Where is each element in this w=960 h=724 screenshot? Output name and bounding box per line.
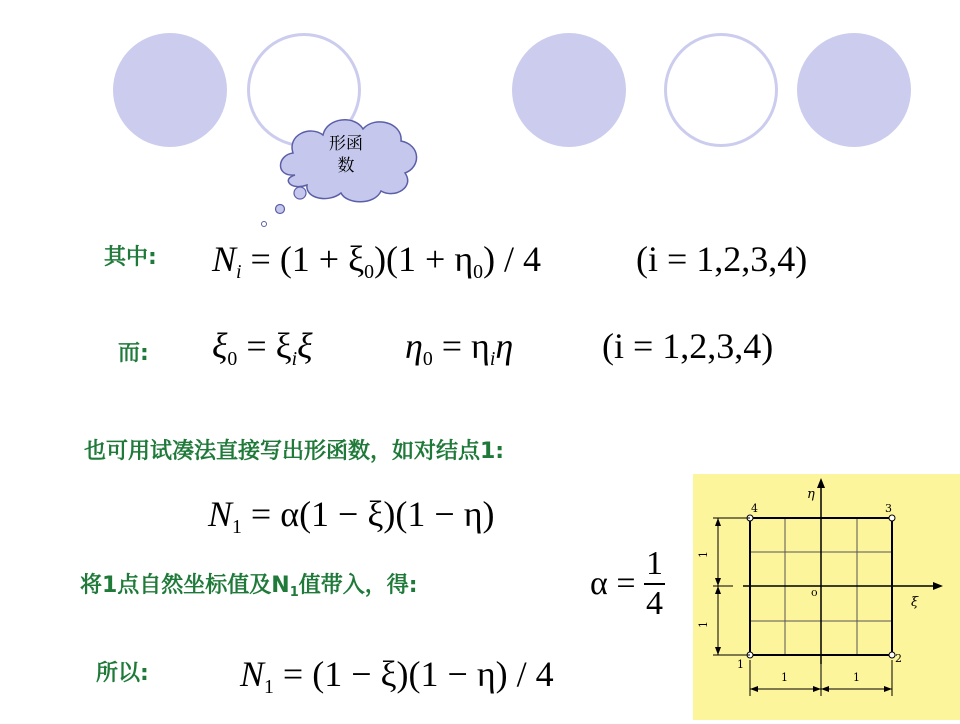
- eq5-rhs: = (1 − ξ)(1 − η) / 4: [282, 654, 554, 694]
- cloud-line-2: 数: [337, 156, 355, 176]
- element-figure: [693, 474, 960, 720]
- equation-alpha: [590, 545, 665, 623]
- label-qizhong: 其中:: [104, 245, 157, 270]
- cloud-text: [316, 133, 376, 177]
- label-jiang-post: 值带入，得:: [298, 573, 418, 598]
- eq1-eta-sub: 0: [473, 260, 484, 283]
- eq5-lhs-sub: 1: [264, 675, 274, 698]
- label-jiang-pre: 将1点自然坐标值及N: [80, 573, 290, 598]
- eq2-xi0-sub: 0: [227, 347, 238, 370]
- equation-n1-final: [240, 653, 554, 699]
- eq2-xi-tail: ξ: [297, 326, 313, 366]
- label-jiang-sub: 1: [289, 585, 299, 600]
- eq2-xi-rhs: = ξ: [246, 326, 292, 366]
- equation-n1-alpha: [208, 493, 495, 539]
- eq2-xi-rhs-sub: i: [291, 347, 298, 370]
- element-diagram: [693, 474, 960, 720]
- eq2-eta-rhs: = η: [441, 326, 490, 366]
- eq2-eta-rhs-sub: i: [489, 347, 496, 370]
- decor-circle-1: [113, 33, 227, 147]
- eq1-xi-sub: 0: [364, 260, 375, 283]
- eq2-eta0-sub: 0: [422, 347, 433, 370]
- eq4-alpha: α =: [590, 565, 636, 602]
- equation-xi0: [212, 325, 313, 371]
- eq1-tail: ) / 4: [483, 239, 542, 279]
- equation-eta0: [405, 325, 513, 371]
- eq4-den: 4: [646, 585, 663, 622]
- label-suoyi: 所以:: [96, 661, 149, 686]
- dim-bottom-1: 1: [781, 671, 788, 684]
- equation-shape-function: [212, 238, 541, 284]
- eq2-eta-tail: η: [495, 326, 514, 366]
- eq4-fraction: [644, 545, 665, 623]
- dim-bottom-2: 1: [853, 671, 860, 684]
- node-label-3: 3: [885, 502, 892, 515]
- eq3-lhs-sub: 1: [232, 515, 242, 538]
- label-er: 而:: [118, 341, 149, 366]
- decor-circle-5: [797, 33, 911, 147]
- axis-eta-label: η: [807, 487, 815, 502]
- eq3-lhs: N: [208, 494, 233, 534]
- eq3-rhs: = α(1 − ξ)(1 − η): [250, 494, 495, 534]
- axis-xi-label: ξ: [911, 595, 919, 610]
- eq5-lhs: N: [240, 654, 265, 694]
- dim-left-2: 1: [697, 621, 710, 628]
- eq4-num: 1: [644, 545, 665, 585]
- eq1-rhs: = (1 + ξ: [250, 239, 365, 279]
- node-label-2: 2: [895, 652, 902, 665]
- eq1-condition: (i = 1,2,3,4): [636, 239, 808, 279]
- decor-circle-4: [664, 33, 778, 147]
- eq1-mid: )(1 + η: [374, 239, 474, 279]
- decor-circle-3: [512, 33, 626, 147]
- eq2-xi0: ξ: [212, 326, 228, 366]
- node-label-4: 4: [751, 502, 758, 515]
- dim-left-1: 1: [697, 551, 710, 558]
- origin-label: o: [811, 586, 818, 599]
- label-shiyong: 也可用试凑法直接写出形函数，如对结点1:: [84, 439, 505, 464]
- node-label-1: 1: [737, 658, 744, 671]
- eq2-condition: (i = 1,2,3,4): [602, 326, 774, 366]
- label-jiang: [80, 568, 418, 600]
- eq2-eta0: η: [405, 326, 423, 366]
- eq1-lhs-sub: i: [236, 260, 242, 283]
- cloud-line-1: 形函: [329, 134, 363, 154]
- eq1-lhs: N: [212, 239, 237, 279]
